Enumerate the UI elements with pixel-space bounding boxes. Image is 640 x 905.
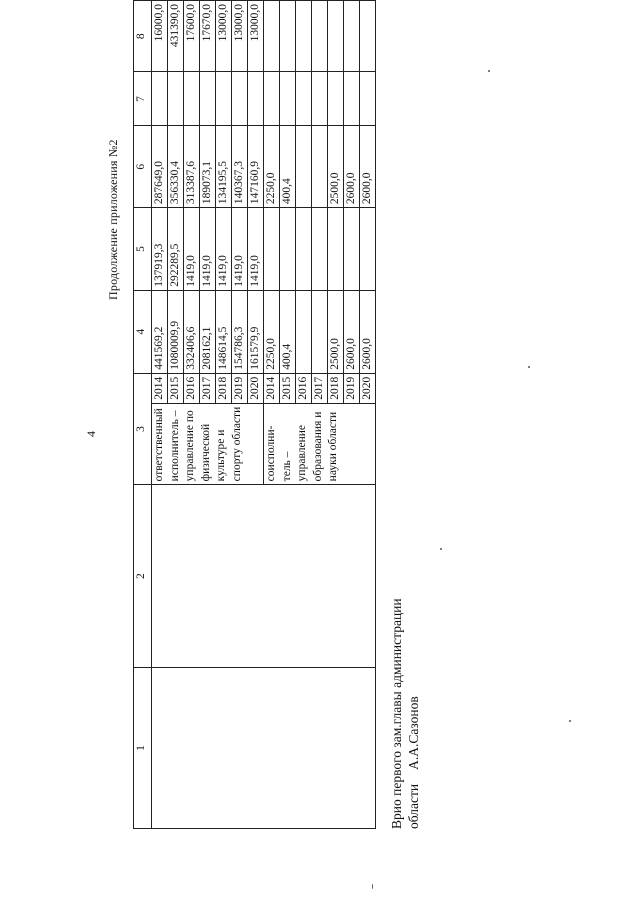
col-4-cell: 161579,9	[248, 290, 264, 373]
col-4-cell: 441569,2	[152, 290, 168, 373]
col-7-cell	[264, 72, 280, 126]
col-8-cell: 16000,0	[152, 1, 168, 72]
col-8-cell: 17600,0	[184, 1, 200, 72]
scan-speck	[440, 548, 442, 550]
col-4-cell: 2250,0	[264, 290, 280, 373]
executor-line: культуре и	[215, 429, 227, 482]
executor-line: тель –	[280, 451, 293, 482]
scan-speck	[488, 70, 490, 72]
col-5-cell: 1419,0	[216, 208, 232, 291]
header-col-1: 1	[134, 667, 152, 828]
signature-block	[388, 598, 422, 829]
executor-line: исполнитель –	[168, 410, 181, 482]
col-5-cell	[328, 208, 344, 291]
page-number: 4	[84, 431, 98, 437]
year-cell: 2018	[328, 373, 344, 403]
col-8-cell	[328, 1, 344, 72]
year-cell: 2018	[216, 373, 232, 403]
continuation-label: Продолжение приложения №2	[106, 139, 120, 300]
col-8-cell: 13000,0	[216, 1, 232, 72]
col-4-cell: 154786,3	[232, 290, 248, 373]
col-5-cell: 1419,0	[232, 208, 248, 291]
year-cell: 2019	[232, 373, 248, 403]
col-7-cell	[360, 72, 376, 126]
executor-line: физической	[199, 423, 212, 482]
signature-title: Врио первого зам.главы администрации	[389, 598, 404, 829]
col-4-cell: 208162,1	[200, 290, 216, 373]
col-6-cell: 2500,0	[328, 126, 344, 208]
col-5-cell: 1419,0	[184, 208, 200, 291]
col-6-cell: 134195,5	[216, 126, 232, 208]
col-6-cell: 400,4	[280, 126, 296, 208]
col-8-cell	[360, 1, 376, 72]
signature-region: области	[406, 783, 421, 829]
col-5-cell	[296, 208, 312, 291]
col-5-cell	[264, 208, 280, 291]
col-7-cell	[344, 72, 360, 126]
scan-speck	[372, 884, 373, 889]
col-6-cell: 2250,0	[264, 126, 280, 208]
col-7-cell	[328, 72, 344, 126]
executor-cell	[264, 403, 376, 485]
col-7-cell	[312, 72, 328, 126]
col-4-cell: 1080009,9	[168, 290, 184, 373]
col-6-cell: 2600,0	[360, 126, 376, 208]
col-4-cell: 148614,5	[216, 290, 232, 373]
col-4-cell: 2600,0	[360, 290, 376, 373]
executor-line: управление	[296, 425, 308, 482]
col-7-cell	[200, 72, 216, 126]
table-body	[152, 1, 376, 829]
scan-speck	[528, 366, 530, 368]
table-header-row	[134, 1, 152, 829]
year-cell: 2019	[344, 373, 360, 403]
col-6-cell: 140367,3	[232, 126, 248, 208]
col-7-cell	[216, 72, 232, 126]
col-6-cell: 2600,0	[344, 126, 360, 208]
col-6-cell: 313387,6	[184, 126, 200, 208]
col-5-cell: 292289,5	[168, 208, 184, 291]
year-cell: 2014	[152, 373, 168, 403]
col-6-cell: 287649,0	[152, 126, 168, 208]
year-cell: 2014	[264, 373, 280, 403]
scan-speck	[569, 720, 571, 722]
col-5-cell: 137919,3	[152, 208, 168, 291]
col-2-cell	[152, 485, 376, 668]
year-cell: 2016	[296, 373, 312, 403]
executor-line: управление по	[184, 410, 196, 482]
year-cell: 2017	[312, 373, 328, 403]
col-4-cell: 2600,0	[344, 290, 360, 373]
col-6-cell	[312, 126, 328, 208]
col-7-cell	[152, 72, 168, 126]
year-cell: 2016	[184, 373, 200, 403]
year-cell: 2017	[200, 373, 216, 403]
col-8-cell	[344, 1, 360, 72]
executor-cell	[152, 403, 264, 485]
col-8-cell	[312, 1, 328, 72]
signature-line-2	[405, 598, 422, 829]
col-4-cell: 2500,0	[328, 290, 344, 373]
col-6-cell: 356330,4	[168, 126, 184, 208]
col-7-cell	[232, 72, 248, 126]
header-col-2: 2	[134, 485, 152, 668]
col-8-cell: 13000,0	[232, 1, 248, 72]
col-6-cell	[296, 126, 312, 208]
col-6-cell: 189073,1	[200, 126, 216, 208]
executor-line: соисполни-	[265, 425, 277, 482]
col-6-cell: 147160,9	[248, 126, 264, 208]
executor-line: образования и	[311, 411, 324, 482]
col-8-cell: 431390,0	[168, 1, 184, 72]
header-col-4: 4	[134, 290, 152, 373]
year-cell: 2020	[360, 373, 376, 403]
col-4-cell	[296, 290, 312, 373]
col-5-cell	[312, 208, 328, 291]
year-cell: 2020	[248, 373, 264, 403]
col-5-cell	[344, 208, 360, 291]
col-7-cell	[248, 72, 264, 126]
signature-name: А.А.Сазонов	[406, 696, 421, 770]
col-4-cell: 332406,6	[184, 290, 200, 373]
col-7-cell	[184, 72, 200, 126]
col-8-cell	[264, 1, 280, 72]
col-5-cell	[280, 208, 296, 291]
col-7-cell	[296, 72, 312, 126]
financing-table	[133, 0, 376, 829]
col-4-cell	[312, 290, 328, 373]
header-col-3: 3	[134, 373, 152, 485]
executor-line: науки области	[327, 411, 339, 482]
header-col-7: 7	[134, 72, 152, 126]
header-col-5: 5	[134, 208, 152, 291]
executor-line: спорту области	[230, 406, 243, 482]
col-4-cell: 400,4	[280, 290, 296, 373]
col-8-cell	[280, 1, 296, 72]
col-8-cell: 13000,0	[248, 1, 264, 72]
col-8-cell: 17670,0	[200, 1, 216, 72]
header-col-6: 6	[134, 126, 152, 208]
year-cell: 2015	[168, 373, 184, 403]
year-cell: 2015	[280, 373, 296, 403]
executor-line: ответственный	[153, 408, 165, 482]
col-7-cell	[168, 72, 184, 126]
col-8-cell	[296, 1, 312, 72]
col-5-cell: 1419,0	[200, 208, 216, 291]
col-7-cell	[280, 72, 296, 126]
col-1-cell	[152, 667, 376, 828]
col-5-cell	[360, 208, 376, 291]
col-5-cell: 1419,0	[248, 208, 264, 291]
table-row	[152, 1, 168, 829]
header-col-8: 8	[134, 1, 152, 72]
